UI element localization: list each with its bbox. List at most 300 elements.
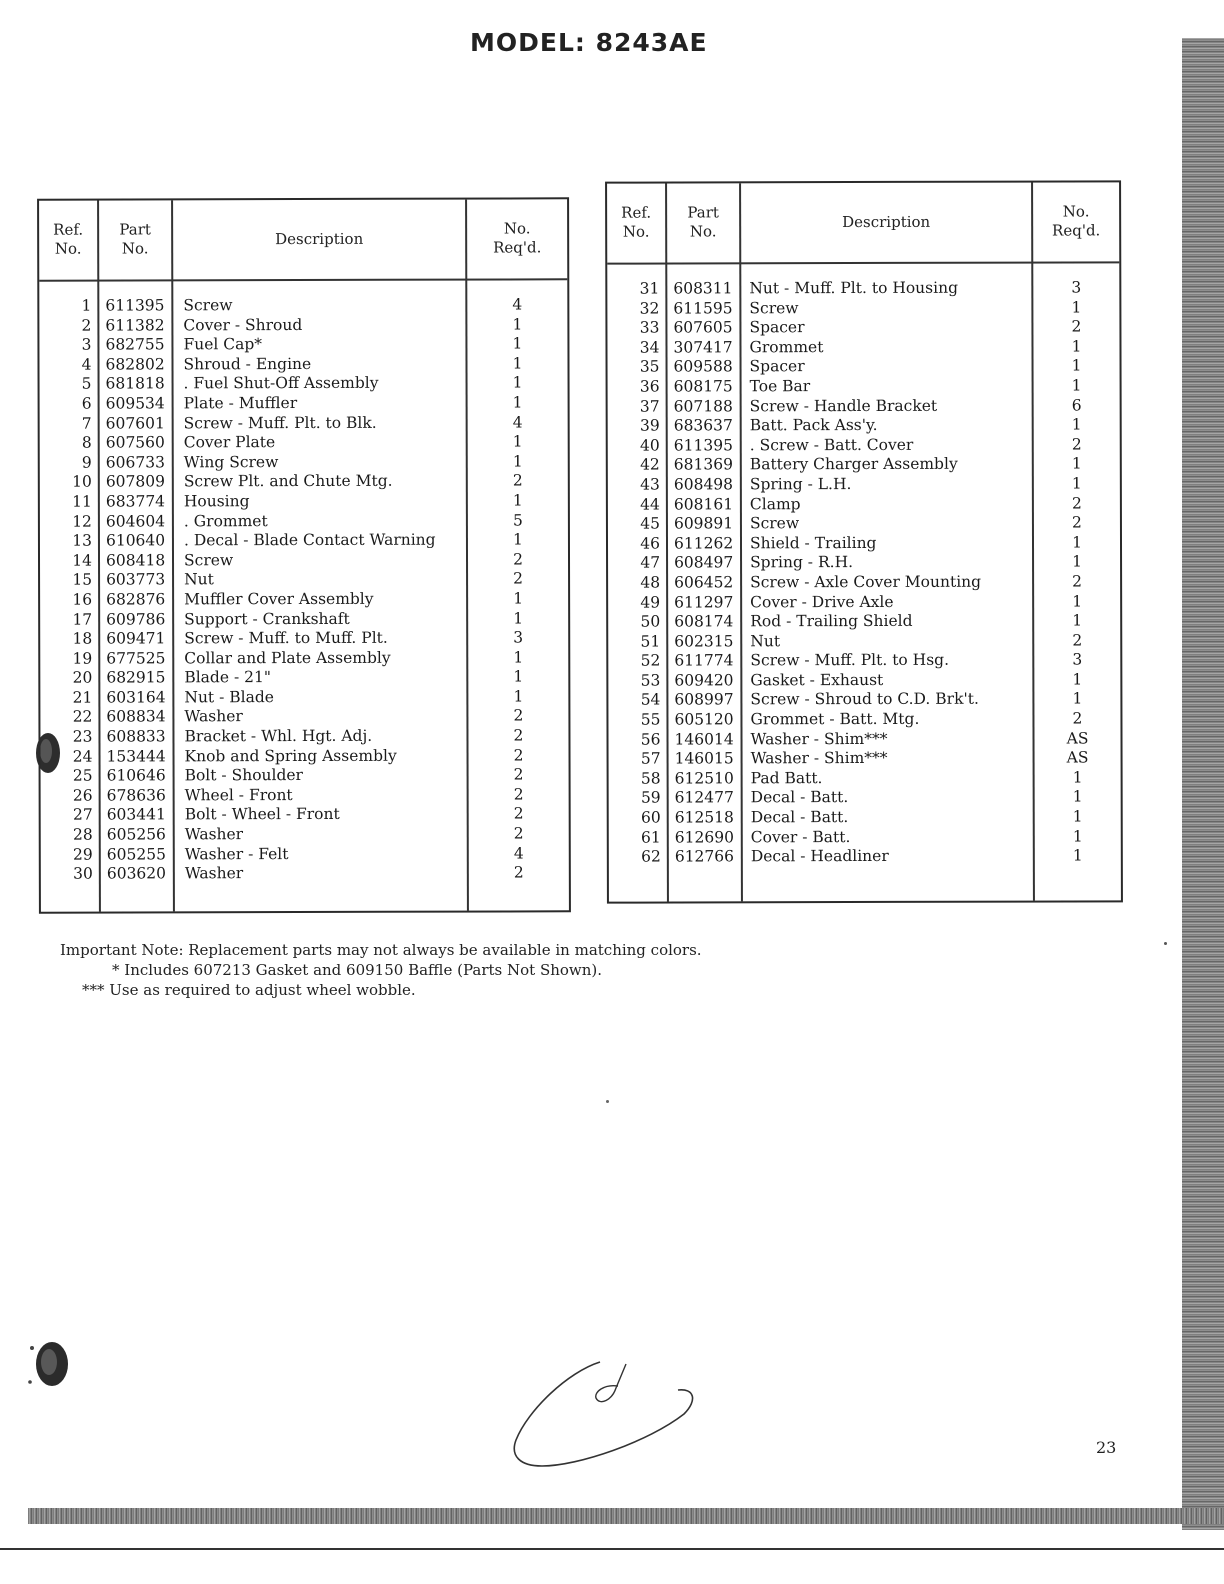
qty-cell: 2 bbox=[513, 550, 523, 569]
qty-cell: 1 bbox=[512, 354, 523, 373]
header-part-no: Part No. bbox=[119, 220, 151, 258]
qty-cell: 2 bbox=[513, 726, 524, 745]
part-no-cell: 607809 bbox=[105, 472, 166, 491]
part-no-cell: 606452 bbox=[674, 573, 734, 592]
table-row bbox=[608, 376, 1120, 397]
qty-cell: 2 bbox=[513, 824, 524, 843]
description-cell: Screw - Muff. Plt. to Blk. bbox=[183, 413, 377, 432]
ref-no-cell: 32 bbox=[639, 299, 660, 318]
qty-cell: 1 bbox=[1072, 768, 1083, 787]
part-no-cell: 612510 bbox=[674, 769, 734, 788]
table-row bbox=[40, 530, 568, 551]
description-cell: Washer bbox=[184, 864, 244, 883]
ref-no-cell: 23 bbox=[72, 727, 93, 746]
description-cell: Washer bbox=[184, 825, 244, 844]
ref-no-cell: 10 bbox=[72, 472, 92, 491]
description-cell: Screw bbox=[183, 296, 233, 315]
part-no-cell: 609420 bbox=[674, 671, 734, 690]
ref-no-cell: 44 bbox=[640, 495, 660, 514]
description-cell: Nut bbox=[750, 631, 781, 650]
part-no-cell: 603620 bbox=[106, 864, 167, 883]
table-row bbox=[40, 707, 568, 728]
table-row bbox=[608, 357, 1120, 378]
ref-no-cell: 9 bbox=[81, 453, 92, 472]
qty-cell: 1 bbox=[1072, 611, 1083, 630]
table-row bbox=[608, 513, 1120, 534]
qty-cell: 4 bbox=[513, 844, 524, 863]
description-cell: Decal - Batt. bbox=[750, 808, 849, 827]
part-no-cell: 608833 bbox=[106, 727, 166, 746]
ref-no-cell: 60 bbox=[640, 808, 661, 827]
ref-no-cell: 45 bbox=[640, 514, 660, 533]
ref-no-cell: 27 bbox=[72, 805, 93, 825]
table-row bbox=[40, 628, 568, 649]
table-row bbox=[608, 592, 1120, 613]
part-no-cell: 603164 bbox=[106, 688, 166, 707]
ref-no-cell: 55 bbox=[640, 710, 661, 729]
part-no-cell: 610640 bbox=[105, 531, 166, 550]
header-divider bbox=[607, 261, 1119, 264]
qty-cell: 1 bbox=[1071, 337, 1082, 356]
header-no-reqd: No. Req'd. bbox=[1052, 202, 1101, 240]
table-row bbox=[40, 374, 568, 395]
ref-no-cell: 31 bbox=[639, 279, 660, 298]
ref-no-cell: 36 bbox=[639, 377, 660, 396]
part-no-cell: 611262 bbox=[673, 534, 734, 553]
part-no-cell: 611774 bbox=[674, 651, 734, 670]
part-no-cell: 603441 bbox=[106, 805, 166, 824]
part-no-cell: 607188 bbox=[673, 396, 733, 416]
part-no-cell: 608498 bbox=[673, 475, 734, 494]
ref-no-cell: 53 bbox=[640, 671, 661, 690]
part-no-cell: 605120 bbox=[674, 710, 734, 729]
ref-no-cell: 35 bbox=[639, 357, 660, 376]
qty-cell: 2 bbox=[1072, 709, 1083, 728]
ref-no-cell: 51 bbox=[640, 632, 661, 651]
table-row bbox=[608, 729, 1120, 750]
parts-table-right bbox=[605, 180, 1123, 903]
table-row bbox=[41, 844, 569, 865]
description-cell: Pad Batt. bbox=[750, 768, 823, 788]
ref-no-cell: 49 bbox=[640, 593, 661, 612]
ref-no-cell: 62 bbox=[641, 847, 661, 866]
part-no-cell: 602315 bbox=[674, 632, 734, 651]
qty-cell: 2 bbox=[513, 863, 524, 882]
qty-cell: 1 bbox=[1072, 670, 1083, 689]
description-cell: Wheel - Front bbox=[184, 785, 293, 805]
ref-no-cell: 58 bbox=[640, 769, 661, 788]
description-cell: Housing bbox=[183, 492, 250, 511]
header-ref-no: Ref. No. bbox=[53, 220, 84, 258]
qty-cell: 1 bbox=[512, 315, 523, 334]
table-row bbox=[608, 611, 1120, 632]
part-no-cell: 609891 bbox=[673, 514, 734, 533]
description-cell: . Fuel Shut-Off Assembly bbox=[183, 374, 379, 393]
part-no-cell: 146014 bbox=[674, 729, 734, 749]
ref-no-cell: 56 bbox=[640, 730, 661, 749]
qty-cell: 1 bbox=[513, 589, 524, 608]
ref-no-cell: 33 bbox=[639, 318, 660, 337]
ref-no-cell: 2 bbox=[81, 316, 92, 335]
description-cell: Nut bbox=[184, 570, 214, 589]
qty-cell: 1 bbox=[1071, 415, 1082, 434]
description-cell: Shield - Trailing bbox=[749, 533, 877, 553]
ref-no-cell: 39 bbox=[639, 416, 660, 435]
table-row bbox=[41, 746, 569, 767]
ref-no-cell: 14 bbox=[72, 551, 93, 570]
description-cell: Shroud - Engine bbox=[183, 354, 312, 374]
table-row bbox=[41, 824, 569, 845]
model-title: MODEL: 8243AE bbox=[470, 28, 708, 57]
table-row bbox=[39, 315, 567, 336]
ref-no-cell: 28 bbox=[72, 825, 93, 844]
part-no-cell: 153444 bbox=[106, 747, 166, 766]
header-description: Description bbox=[275, 229, 364, 248]
qty-cell: 2 bbox=[1072, 631, 1083, 650]
description-cell: Washer - Shim*** bbox=[750, 729, 888, 748]
table-row bbox=[40, 570, 568, 591]
qty-cell: 1 bbox=[512, 334, 523, 353]
table-row bbox=[608, 415, 1120, 436]
part-no-cell: 307417 bbox=[673, 338, 733, 357]
part-no-cell: 678636 bbox=[106, 786, 166, 805]
qty-cell: 2 bbox=[513, 785, 524, 804]
qty-cell: 3 bbox=[513, 628, 524, 647]
description-cell: Screw bbox=[749, 514, 800, 533]
part-no-cell: 609534 bbox=[105, 394, 165, 413]
scan-bottom-line bbox=[0, 1548, 1224, 1550]
table-row bbox=[609, 749, 1121, 770]
table-row bbox=[40, 726, 568, 747]
description-cell: Screw - Shroud to C.D. Brk't. bbox=[750, 690, 979, 709]
table-row bbox=[607, 278, 1119, 299]
table-row bbox=[608, 670, 1120, 691]
part-no-cell: 683637 bbox=[673, 416, 733, 435]
qty-cell: 1 bbox=[1072, 827, 1083, 846]
part-no-cell: 612518 bbox=[674, 808, 734, 827]
table-row bbox=[41, 766, 569, 787]
table-row bbox=[40, 511, 568, 532]
part-no-cell: 683774 bbox=[105, 492, 166, 511]
ref-no-cell: 43 bbox=[640, 475, 660, 494]
qty-cell: 4 bbox=[512, 295, 523, 314]
ref-no-cell: 24 bbox=[72, 747, 93, 766]
parts-rows-right bbox=[607, 278, 1121, 867]
qty-cell: 1 bbox=[1072, 787, 1083, 806]
description-cell: Bolt - Wheel - Front bbox=[184, 805, 340, 824]
part-no-cell: 610646 bbox=[106, 766, 166, 785]
qty-cell: 2 bbox=[1071, 317, 1082, 336]
ref-no-cell: 54 bbox=[640, 691, 661, 710]
part-no-cell: 607560 bbox=[105, 433, 165, 452]
part-no-cell: 605256 bbox=[106, 825, 166, 844]
ref-no-cell: 18 bbox=[72, 629, 93, 648]
table-row bbox=[608, 709, 1120, 730]
table-row bbox=[607, 298, 1119, 319]
part-no-cell: 611595 bbox=[673, 298, 733, 318]
part-no-cell: 612766 bbox=[674, 847, 735, 866]
qty-cell: 1 bbox=[1071, 356, 1082, 375]
table-row bbox=[40, 413, 568, 434]
part-no-cell: 611395 bbox=[673, 436, 733, 455]
description-cell: Battery Charger Assembly bbox=[749, 455, 958, 474]
table-row bbox=[40, 648, 568, 669]
description-cell: Cover - Shroud bbox=[183, 315, 303, 334]
ref-no-cell: 22 bbox=[72, 708, 93, 727]
part-no-cell: 608834 bbox=[106, 707, 166, 726]
binder-hole-mark-lower bbox=[22, 1334, 76, 1394]
description-cell: Screw - Muff. Plt. to Hsg. bbox=[750, 651, 950, 670]
description-cell: Toe Bar bbox=[749, 377, 811, 396]
description-cell: Clamp bbox=[749, 494, 801, 513]
description-cell: Blade - 21" bbox=[184, 668, 271, 687]
qty-cell: 3 bbox=[1071, 278, 1082, 297]
header-ref-no: Ref. No. bbox=[621, 203, 652, 241]
part-no-cell: 611382 bbox=[105, 315, 165, 335]
table-row bbox=[609, 768, 1121, 789]
part-no-cell: 607605 bbox=[673, 318, 733, 337]
ref-no-cell: 29 bbox=[73, 845, 93, 864]
description-cell: Screw - Muff. to Muff. Plt. bbox=[184, 628, 388, 648]
qty-cell: 1 bbox=[512, 393, 523, 412]
description-cell: Decal - Headliner bbox=[750, 847, 889, 866]
part-no-cell: 681818 bbox=[105, 374, 165, 393]
description-cell: Collar and Plate Assembly bbox=[184, 648, 391, 668]
description-cell: Plate - Muffler bbox=[183, 393, 298, 413]
qty-cell: AS bbox=[1066, 748, 1089, 767]
part-no-cell: 609588 bbox=[673, 357, 733, 376]
description-cell: Gasket - Exhaust bbox=[750, 670, 884, 690]
description-cell: Spacer bbox=[749, 318, 805, 337]
description-cell: Grommet - Batt. Mtg. bbox=[750, 709, 920, 729]
qty-cell: 2 bbox=[512, 471, 523, 490]
ref-no-cell: 25 bbox=[72, 766, 93, 785]
qty-cell: 1 bbox=[1071, 298, 1082, 317]
ref-no-cell: 12 bbox=[72, 512, 92, 531]
table-row bbox=[40, 393, 568, 414]
qty-cell: 2 bbox=[1071, 435, 1082, 454]
description-cell: Washer bbox=[184, 707, 243, 726]
ref-no-cell: 13 bbox=[72, 531, 92, 550]
description-cell: Nut - Blade bbox=[184, 687, 274, 707]
description-cell: Batt. Pack Ass'y. bbox=[749, 416, 878, 435]
qty-cell: 2 bbox=[513, 746, 524, 765]
header-description: Description bbox=[842, 212, 931, 231]
ref-no-cell: 30 bbox=[73, 864, 93, 883]
description-cell: . Decal - Blade Contact Warning bbox=[183, 530, 436, 550]
handwritten-mark bbox=[508, 1350, 708, 1480]
qty-cell: 2 bbox=[1071, 513, 1082, 532]
table-row bbox=[608, 690, 1120, 711]
table-row bbox=[608, 572, 1120, 593]
part-no-cell: 146015 bbox=[674, 749, 734, 768]
description-cell: Screw - Axle Cover Mounting bbox=[750, 572, 982, 592]
table-row bbox=[39, 354, 567, 375]
part-no-cell: 682915 bbox=[106, 668, 166, 687]
table-row bbox=[608, 631, 1120, 652]
qty-cell: 2 bbox=[513, 765, 524, 784]
ref-no-cell: 16 bbox=[72, 590, 93, 609]
description-cell: . Screw - Batt. Cover bbox=[749, 435, 914, 455]
part-no-cell: 611297 bbox=[674, 592, 734, 611]
description-cell: . Grommet bbox=[183, 511, 268, 530]
qty-cell: 1 bbox=[1072, 689, 1083, 708]
part-no-cell: 606733 bbox=[105, 453, 165, 472]
ref-no-cell: 1 bbox=[81, 296, 92, 315]
qty-cell: 1 bbox=[1071, 474, 1082, 493]
description-cell: Cover - Batt. bbox=[750, 827, 851, 846]
description-cell: Cover Plate bbox=[183, 433, 276, 452]
table-row bbox=[609, 807, 1121, 828]
table-row bbox=[608, 494, 1120, 515]
table-row bbox=[40, 687, 568, 708]
table-row bbox=[39, 334, 567, 355]
description-cell: Bolt - Shoulder bbox=[184, 766, 303, 785]
description-cell: Fuel Cap* bbox=[183, 335, 263, 354]
description-cell: Cover - Drive Axle bbox=[750, 592, 894, 611]
table-row bbox=[40, 609, 568, 630]
notes-section bbox=[60, 940, 702, 1000]
page-number: 23 bbox=[1096, 1438, 1117, 1457]
description-cell: Nut - Muff. Plt. to Housing bbox=[749, 278, 958, 298]
qty-cell: 3 bbox=[1072, 650, 1083, 669]
qty-cell: 1 bbox=[1071, 376, 1082, 395]
description-cell: Bracket - Whl. Hgt. Adj. bbox=[184, 726, 373, 746]
part-no-cell: 608175 bbox=[673, 377, 733, 396]
description-cell: Spring - R.H. bbox=[750, 553, 854, 572]
header-part-no: Part No. bbox=[687, 203, 719, 241]
qty-cell: 1 bbox=[512, 432, 523, 451]
description-cell: Screw - Handle Bracket bbox=[749, 396, 938, 415]
part-no-cell: 607601 bbox=[105, 413, 165, 433]
table-row bbox=[608, 533, 1120, 554]
part-no-cell: 608497 bbox=[674, 553, 734, 572]
qty-cell: 2 bbox=[513, 569, 524, 588]
table-row bbox=[609, 788, 1121, 809]
table-row bbox=[608, 651, 1120, 672]
table-row bbox=[40, 472, 568, 493]
part-no-cell: 608997 bbox=[674, 690, 734, 709]
ref-no-cell: 6 bbox=[81, 394, 92, 413]
description-cell: Knob and Spring Assembly bbox=[184, 746, 397, 765]
table-row bbox=[608, 553, 1120, 574]
scan-edge-right bbox=[1182, 38, 1224, 1530]
ref-no-cell: 15 bbox=[72, 570, 93, 589]
ref-no-cell: 26 bbox=[72, 786, 93, 805]
qty-cell: 1 bbox=[1072, 807, 1083, 826]
table-row bbox=[40, 491, 568, 512]
part-no-cell: 609471 bbox=[106, 629, 166, 648]
part-no-cell: 681369 bbox=[673, 455, 733, 474]
qty-cell: 1 bbox=[1072, 846, 1083, 865]
ref-no-cell: 59 bbox=[640, 788, 661, 808]
table-row bbox=[40, 550, 568, 571]
table-row bbox=[607, 318, 1119, 339]
part-no-cell: 612690 bbox=[674, 827, 734, 847]
table-row bbox=[40, 589, 568, 610]
part-no-cell: 682755 bbox=[105, 335, 165, 354]
ref-no-cell: 40 bbox=[639, 436, 660, 455]
part-no-cell: 612477 bbox=[674, 788, 734, 807]
table-row bbox=[609, 847, 1121, 868]
part-no-cell: 677525 bbox=[106, 649, 166, 668]
ref-no-cell: 48 bbox=[640, 573, 661, 592]
ref-no-cell: 20 bbox=[72, 668, 93, 687]
ref-no-cell: 46 bbox=[640, 534, 661, 553]
ref-no-cell: 34 bbox=[639, 338, 660, 357]
description-cell: Spring - L.H. bbox=[749, 474, 852, 494]
important-note: Important Note: Replacement parts may not always be available in matching colors. bbox=[60, 941, 702, 959]
table-row bbox=[41, 785, 569, 806]
qty-cell: 1 bbox=[513, 687, 524, 706]
qty-cell: 1 bbox=[1071, 454, 1082, 473]
qty-cell: 2 bbox=[1072, 572, 1083, 591]
ref-no-cell: 11 bbox=[72, 492, 92, 511]
description-cell: Spacer bbox=[749, 357, 805, 376]
description-cell: Grommet bbox=[749, 337, 824, 357]
qty-cell: 1 bbox=[513, 667, 524, 686]
ref-no-cell: 52 bbox=[640, 651, 661, 670]
table-row bbox=[39, 295, 567, 316]
table-row bbox=[608, 396, 1120, 417]
ref-no-cell: 47 bbox=[640, 553, 661, 572]
description-cell: Rod - Trailing Shield bbox=[750, 611, 913, 631]
qty-cell: 4 bbox=[512, 412, 523, 432]
description-cell: Screw bbox=[749, 298, 799, 317]
table-row bbox=[609, 827, 1121, 848]
description-cell: Wing Screw bbox=[183, 452, 279, 472]
table-row bbox=[608, 455, 1120, 476]
part-no-cell: 611395 bbox=[105, 296, 165, 315]
description-cell: Washer - Felt bbox=[184, 844, 289, 863]
qty-cell: 1 bbox=[1072, 552, 1083, 571]
scan-speck bbox=[1164, 942, 1167, 945]
header-no-reqd: No. Req'd. bbox=[493, 219, 542, 257]
description-cell: Screw Plt. and Chute Mtg. bbox=[183, 472, 393, 491]
qty-cell: 1 bbox=[512, 530, 523, 549]
part-no-cell: 682876 bbox=[106, 590, 166, 609]
footnote-single-asterisk: * Includes 607213 Gasket and 609150 Baffle (Parts Not Shown). bbox=[112, 961, 603, 979]
qty-cell: 5 bbox=[512, 510, 523, 529]
ref-no-cell: 50 bbox=[640, 612, 661, 631]
ref-no-cell: 5 bbox=[81, 374, 92, 393]
table-row bbox=[608, 435, 1120, 456]
ref-no-cell: 3 bbox=[81, 335, 92, 354]
qty-cell: AS bbox=[1066, 729, 1089, 748]
part-no-cell: 682802 bbox=[105, 355, 165, 374]
qty-cell: 1 bbox=[513, 608, 524, 627]
part-no-cell: 604604 bbox=[105, 511, 166, 531]
ref-no-cell: 8 bbox=[81, 433, 92, 452]
qty-cell: 1 bbox=[1072, 533, 1082, 552]
ref-no-cell: 4 bbox=[81, 355, 92, 374]
qty-cell: 2 bbox=[1071, 493, 1082, 512]
description-cell: Muffler Cover Assembly bbox=[184, 589, 374, 609]
table-row bbox=[40, 452, 568, 473]
description-cell: Decal - Batt. bbox=[750, 788, 849, 807]
qty-cell: 2 bbox=[513, 804, 524, 823]
header-divider bbox=[39, 278, 567, 281]
qty-cell: 1 bbox=[513, 648, 524, 667]
qty-cell: 1 bbox=[512, 373, 523, 392]
ref-no-cell: 37 bbox=[639, 397, 660, 416]
qty-cell: 1 bbox=[512, 491, 523, 510]
ref-no-cell: 42 bbox=[640, 455, 660, 474]
part-no-cell: 605255 bbox=[106, 844, 166, 864]
qty-cell: 1 bbox=[1072, 591, 1083, 610]
ref-no-cell: 61 bbox=[641, 828, 661, 847]
qty-cell: 1 bbox=[512, 452, 523, 471]
